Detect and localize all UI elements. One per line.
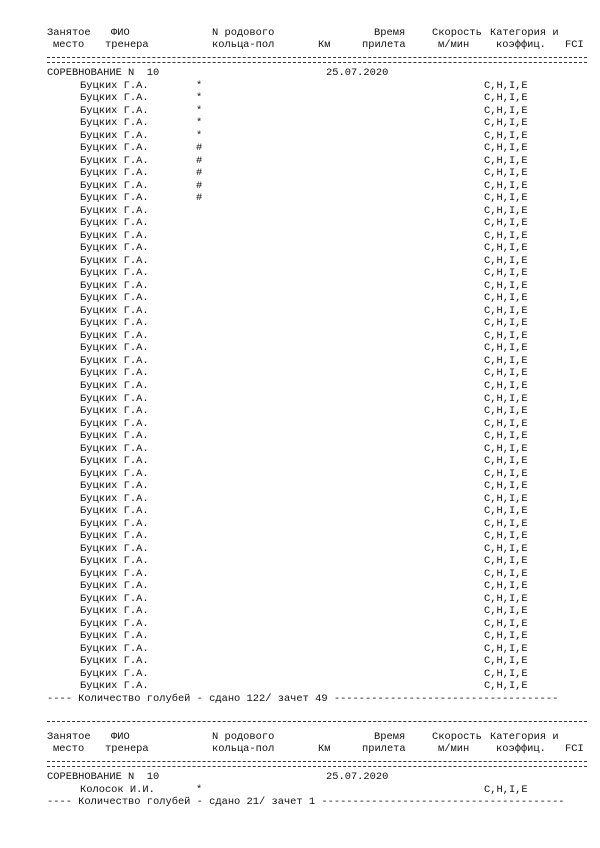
trainer-cell: Буцких Г.А. <box>80 580 149 593</box>
trainer-cell: Буцких Г.А. <box>80 354 149 367</box>
header-time: Время <box>374 731 406 743</box>
category-cell: C,H,I,E <box>484 405 528 418</box>
header-ring: N родового <box>212 27 275 39</box>
trainer-cell: Буцких Г.А. <box>80 480 149 493</box>
category-cell: C,H,I,E <box>484 129 528 142</box>
mark-cell: * <box>196 79 203 92</box>
competition-title: СОРЕВНОВАНИЕ N 10 <box>47 771 160 783</box>
category-cell: C,H,I,E <box>484 442 528 455</box>
category-cell: C,H,I,E <box>484 542 528 555</box>
competition-title: СОРЕВНОВАНИЕ N 10 <box>47 67 160 79</box>
header-ring: кольца-пол <box>212 743 275 755</box>
category-cell: C,H,I,E <box>484 267 528 280</box>
section-divider <box>47 721 587 722</box>
category-cell: C,H,I,E <box>484 505 528 518</box>
mark-cell: # <box>196 179 203 192</box>
trainer-cell: Буцких Г.А. <box>80 342 149 355</box>
category-cell: C,H,I,E <box>484 455 528 468</box>
category-cell: C,H,I,E <box>484 530 528 543</box>
category-cell: C,H,I,E <box>484 580 528 593</box>
category-cell: C,H,I,E <box>484 642 528 655</box>
trainer-cell: Буцких Г.А. <box>80 142 149 155</box>
trainer-cell: Колосок И.И. <box>80 783 155 796</box>
trainer-cell: Буцких Г.А. <box>80 104 149 117</box>
mark-cell: # <box>196 154 203 167</box>
category-cell: C,H,I,E <box>484 417 528 430</box>
category-cell: C,H,I,E <box>484 179 528 192</box>
header-category: Категория и <box>490 731 559 743</box>
trainer-cell: Буцких Г.А. <box>80 642 149 655</box>
category-cell: C,H,I,E <box>484 380 528 392</box>
category-cell: C,H,I,E <box>484 317 528 330</box>
category-cell: C,H,I,E <box>484 254 528 267</box>
trainer-cell: Буцких Г.А. <box>80 655 149 668</box>
category-cell: C,H,I,E <box>484 517 528 530</box>
category-cell: C,H,I,E <box>484 430 528 443</box>
trainer-cell: Буцких Г.А. <box>80 680 149 693</box>
header-speed: м/мин <box>438 743 470 755</box>
header-category: Категория и <box>490 27 559 39</box>
header-divider <box>47 62 587 63</box>
header-km: Км <box>318 743 331 755</box>
category-cell: C,H,I,E <box>484 117 528 130</box>
trainer-cell: Буцких Г.А. <box>80 192 149 205</box>
header-trainer: ФИО <box>111 731 130 743</box>
trainer-cell: Буцких Г.А. <box>80 405 149 418</box>
category-cell: C,H,I,E <box>484 605 528 618</box>
category-cell: C,H,I,E <box>484 142 528 155</box>
trainer-cell: Буцких Г.А. <box>80 467 149 480</box>
trainer-cell: Буцких Г.А. <box>80 455 149 468</box>
header-place: Занятое <box>47 731 91 743</box>
category-cell: C,H,I,E <box>484 392 528 405</box>
header-trainer: тренера <box>105 743 149 755</box>
trainer-cell: Буцких Г.А. <box>80 304 149 317</box>
category-cell: C,H,I,E <box>484 242 528 255</box>
category-cell: C,H,I,E <box>484 329 528 342</box>
category-cell: C,H,I,E <box>484 567 528 580</box>
header-km: Км <box>318 39 331 51</box>
category-cell: C,H,I,E <box>484 655 528 668</box>
pigeon-count-summary: ---- Количество голубей - сдано 122/ зачет 49 ------------------------------------ <box>47 693 559 705</box>
trainer-cell: Буцких Г.А. <box>80 380 149 392</box>
category-cell: C,H,I,E <box>484 292 528 305</box>
category-cell: C,H,I,E <box>484 279 528 292</box>
header-place: место <box>53 39 85 51</box>
category-cell: C,H,I,E <box>484 217 528 230</box>
trainer-cell: Буцких Г.А. <box>80 505 149 518</box>
trainer-cell: Буцких Г.А. <box>80 154 149 167</box>
trainer-cell: Буцких Г.А. <box>80 592 149 605</box>
trainer-cell: Буцких Г.А. <box>80 630 149 643</box>
trainer-cell: Буцких Г.А. <box>80 117 149 130</box>
header-speed: Скорость <box>432 731 482 743</box>
category-cell: C,H,I,E <box>484 367 528 380</box>
trainer-cell: Буцких Г.А. <box>80 517 149 530</box>
category-cell: C,H,I,E <box>484 167 528 180</box>
trainer-cell: Буцких Г.А. <box>80 242 149 255</box>
category-cell: C,H,I,E <box>484 555 528 568</box>
trainer-cell: Буцких Г.А. <box>80 267 149 280</box>
category-cell: C,H,I,E <box>484 592 528 605</box>
category-cell: C,H,I,E <box>484 617 528 630</box>
trainer-cell: Буцких Г.А. <box>80 605 149 618</box>
category-cell: C,H,I,E <box>484 783 528 796</box>
trainer-cell: Буцких Г.А. <box>80 430 149 443</box>
category-cell: C,H,I,E <box>484 204 528 217</box>
competition-date: 25.07.2020 <box>326 771 389 783</box>
trainer-cell: Буцких Г.А. <box>80 317 149 330</box>
trainer-cell: Буцких Г.А. <box>80 417 149 430</box>
mark-cell: * <box>196 92 203 105</box>
category-cell: C,H,I,E <box>484 667 528 680</box>
header-divider <box>47 761 587 762</box>
trainer-cell: Буцких Г.А. <box>80 392 149 405</box>
header-time: прилета <box>362 743 406 755</box>
pigeon-count-summary: ---- Количество голубей - сдано 21/ зачет 1 --------------------------------------- <box>47 796 565 809</box>
mark-cell: # <box>196 192 203 205</box>
header-category: коэффиц. <box>496 39 546 51</box>
trainer-cell: Буцких Г.А. <box>80 292 149 305</box>
header-time: Время <box>374 27 406 39</box>
trainer-cell: Буцких Г.А. <box>80 179 149 192</box>
mark-cell: * <box>196 117 203 130</box>
trainer-cell: Буцких Г.А. <box>80 667 149 680</box>
trainer-cell: Буцких Г.А. <box>80 167 149 180</box>
trainer-cell: Буцких Г.А. <box>80 129 149 142</box>
category-cell: C,H,I,E <box>484 92 528 105</box>
category-cell: C,H,I,E <box>484 192 528 205</box>
mark-cell: * <box>196 129 203 142</box>
header-category: коэффиц. <box>496 743 546 755</box>
header-ring: N родового <box>212 731 275 743</box>
competition-date: 25.07.2020 <box>326 67 389 79</box>
trainer-cell: Буцких Г.А. <box>80 367 149 380</box>
header-trainer: тренера <box>105 39 149 51</box>
category-cell: C,H,I,E <box>484 354 528 367</box>
category-cell: C,H,I,E <box>484 154 528 167</box>
header-fci: FCI <box>565 39 584 51</box>
category-cell: C,H,I,E <box>484 104 528 117</box>
header-speed: Скорость <box>432 27 482 39</box>
category-cell: C,H,I,E <box>484 342 528 355</box>
trainer-cell: Буцких Г.А. <box>80 617 149 630</box>
trainer-cell: Буцких Г.А. <box>80 204 149 217</box>
trainer-cell: Буцких Г.А. <box>80 530 149 543</box>
category-cell: C,H,I,E <box>484 467 528 480</box>
header-place: место <box>53 743 85 755</box>
header-speed: м/мин <box>438 39 470 51</box>
category-cell: C,H,I,E <box>484 304 528 317</box>
trainer-cell: Буцких Г.А. <box>80 329 149 342</box>
trainer-cell: Буцких Г.А. <box>80 92 149 105</box>
trainer-cell: Буцких Г.А. <box>80 492 149 505</box>
category-cell: C,H,I,E <box>484 492 528 505</box>
mark-cell: # <box>196 167 203 180</box>
category-cell: C,H,I,E <box>484 480 528 493</box>
category-cell: C,H,I,E <box>484 680 528 693</box>
category-cell: C,H,I,E <box>484 229 528 242</box>
header-divider <box>47 766 587 767</box>
mark-cell: # <box>196 142 203 155</box>
trainer-cell: Буцких Г.А. <box>80 555 149 568</box>
header-trainer: ФИО <box>111 27 130 39</box>
header-place: Занятое <box>47 27 91 39</box>
mark-cell: * <box>196 104 203 117</box>
header-fci: FCI <box>565 743 584 755</box>
trainer-cell: Буцких Г.А. <box>80 254 149 267</box>
category-cell: C,H,I,E <box>484 79 528 92</box>
trainer-cell: Буцких Г.А. <box>80 279 149 292</box>
trainer-cell: Буцких Г.А. <box>80 542 149 555</box>
trainer-cell: Буцких Г.А. <box>80 217 149 230</box>
category-cell: C,H,I,E <box>484 630 528 643</box>
header-time: прилета <box>362 39 406 51</box>
trainer-cell: Буцких Г.А. <box>80 442 149 455</box>
trainer-cell: Буцких Г.А. <box>80 229 149 242</box>
trainer-cell: Буцких Г.А. <box>80 567 149 580</box>
header-ring: кольца-пол <box>212 39 275 51</box>
trainer-cell: Буцких Г.А. <box>80 79 149 92</box>
header-divider <box>47 57 587 58</box>
mark-cell: * <box>196 783 203 796</box>
